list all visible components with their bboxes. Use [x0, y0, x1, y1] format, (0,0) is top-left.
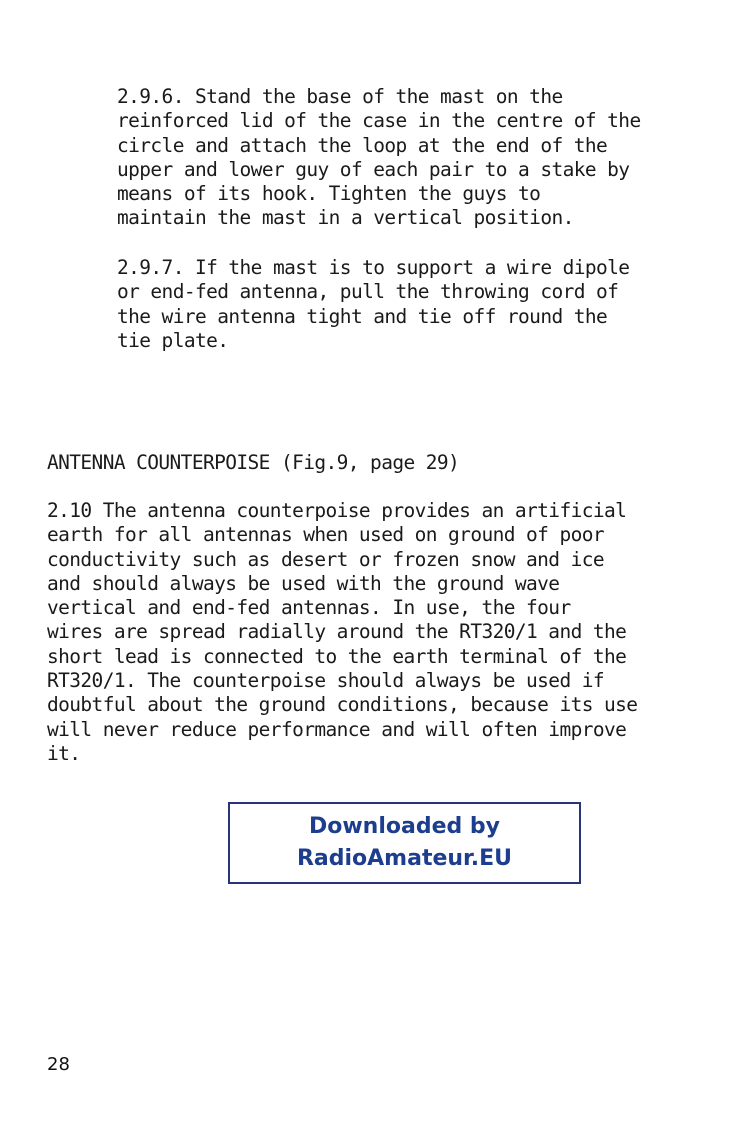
text-line: upper and lower guy of each pair to a stake by — [117, 157, 630, 181]
text-line: the wire antenna tight and tie off round the — [117, 304, 608, 328]
paragraph-2-9-7 — [117, 256, 629, 353]
page-number: 28 — [47, 1054, 70, 1075]
text-line: conductivity such as desert or frozen snow and ice — [47, 547, 604, 571]
text-line: reinforced lid of the case in the centre of the — [117, 109, 641, 133]
download-line-1: Downloaded by — [308, 814, 501, 839]
heading-text: ANTENNA COUNTERPOISE (Fig.9, page 29) — [47, 451, 460, 474]
text-line: circle and attach the loop at the end of the — [117, 133, 608, 157]
section-heading — [47, 451, 459, 475]
text-line: or end-fed antenna, pull the throwing cord of — [117, 280, 619, 304]
text-line: maintain the mast in a vertical position. — [117, 206, 574, 230]
text-line: 2.9.7. If the mast is to support a wire dipole — [117, 256, 630, 279]
text-line: vertical and end-fed antennas. In use, the four — [47, 596, 571, 620]
text-line: it. — [47, 741, 81, 765]
paragraph-2-9-6 — [117, 85, 641, 231]
text-line: doubtful about the ground conditions, because its use — [47, 693, 638, 717]
text-line: and should always be used with the ground wave — [47, 571, 560, 595]
paragraph-2-10 — [47, 499, 637, 766]
text-line: will never reduce performance and will often improve — [47, 717, 627, 741]
text-line: earth for all antennas when used on ground of poor — [47, 523, 604, 547]
text-line: means of its hook. Tighten the guys to — [117, 182, 541, 206]
download-line-2: RadioAmateur.EU — [296, 846, 513, 871]
text-line: RT320/1. The counterpoise should always be used if — [47, 669, 604, 693]
text-line: 2.9.6. Stand the base of the mast on the — [117, 85, 563, 108]
text-line: wires are spread radially around the RT320/1 and the — [47, 620, 627, 644]
text-line: tie plate. — [117, 328, 229, 352]
download-watermark-box — [228, 802, 581, 884]
text-line: 2.10 The antenna counterpoise provides an artificial — [47, 499, 627, 522]
text-line: short lead is connected to the earth terminal of the — [47, 644, 627, 668]
